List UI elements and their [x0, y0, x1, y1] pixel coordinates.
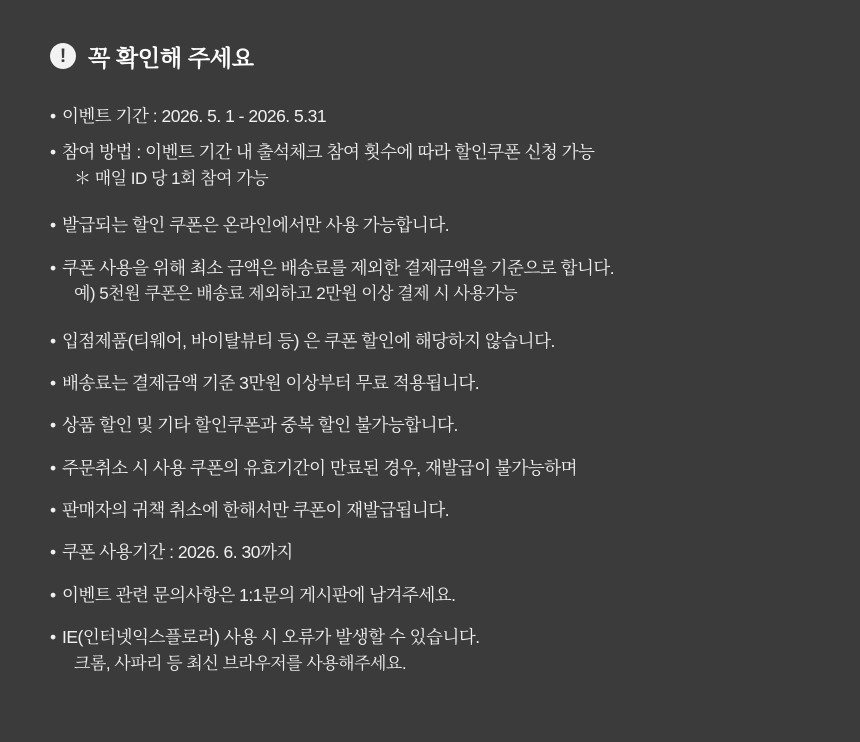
list-item — [40, 413, 820, 438]
list-item-text: 이벤트 기간 : 2026. 5. 1 - 2026. 5.31 — [62, 106, 327, 126]
bullet-icon: • — [50, 542, 56, 563]
list-item-text: 참여 방법 : 이벤트 기간 내 출석체크 참여 횟수에 따라 할인쿠폰 신청 가능 — [62, 142, 595, 163]
list-item-subtext: 예) 5천원 쿠폰은 배송료 제외하고 2만원 이상 결제 시 사용가능 — [74, 284, 518, 303]
list-item-text: 쿠폰 사용기간 : 2026. 6. 30까지 — [62, 542, 293, 563]
list-item-subtext: 크롬, 사파리 등 최신 브라우저를 사용해주세요. — [74, 653, 407, 673]
bullet-icon: • — [50, 415, 56, 436]
list-item — [40, 456, 820, 481]
list-item-text: 이벤트 관련 문의사항은 1:1문의 게시판에 남겨주세요. — [62, 584, 456, 605]
list-item — [40, 329, 820, 354]
exclamation-icon: ! — [50, 43, 76, 69]
list-item — [40, 583, 820, 608]
list-item — [40, 625, 820, 676]
list-item — [40, 371, 820, 396]
bullet-icon: • — [50, 500, 56, 520]
bullet-icon: • — [50, 372, 56, 393]
list-item — [40, 540, 820, 565]
list-item-subtext: ＊ 매일 ID 당 1회 참여 가능 — [74, 168, 269, 188]
bullet-icon: • — [50, 584, 56, 605]
bullet-icon: • — [50, 257, 56, 278]
bullet-icon: • — [50, 106, 56, 126]
list-item-text: IE(인터넷익스플로러) 사용 시 오류가 발생할 수 있습니다. — [62, 627, 480, 648]
bullet-icon: • — [50, 627, 56, 648]
list-item-text: 쿠폰 사용을 위해 최소 금액은 배송료를 제외한 결제금액을 기준으로 합니다. — [62, 257, 615, 278]
notice-list — [40, 104, 820, 676]
bullet-icon: • — [50, 142, 56, 163]
bullet-icon: • — [50, 330, 56, 351]
bullet-icon: • — [50, 457, 56, 478]
bullet-icon: • — [50, 215, 56, 236]
list-item — [40, 140, 820, 191]
list-item — [40, 213, 820, 238]
notice-header — [50, 34, 820, 78]
list-item-text: 입점제품(티웨어, 바이탈뷰티 등) 은 쿠폰 할인에 해당하지 않습니다. — [62, 330, 555, 351]
list-item-text: 발급되는 할인 쿠폰은 온라인에서만 사용 가능합니다. — [62, 215, 450, 236]
list-item-text: 주문취소 시 사용 쿠폰의 유효기간이 만료된 경우, 재발급이 불가능하며 — [62, 457, 578, 478]
list-item — [40, 256, 820, 307]
page-title: 꼭 확인해 주세요 — [88, 44, 254, 71]
list-item-text: 판매자의 귀책 취소에 한해서만 쿠폰이 재발급됩니다. — [62, 500, 450, 520]
list-item-text: 상품 할인 및 기타 할인쿠폰과 중복 할인 불가능합니다. — [62, 415, 458, 436]
list-item — [40, 104, 820, 129]
list-item — [40, 498, 820, 523]
list-item-text: 배송료는 결제금액 기준 3만원 이상부터 무료 적용됩니다. — [62, 372, 480, 393]
